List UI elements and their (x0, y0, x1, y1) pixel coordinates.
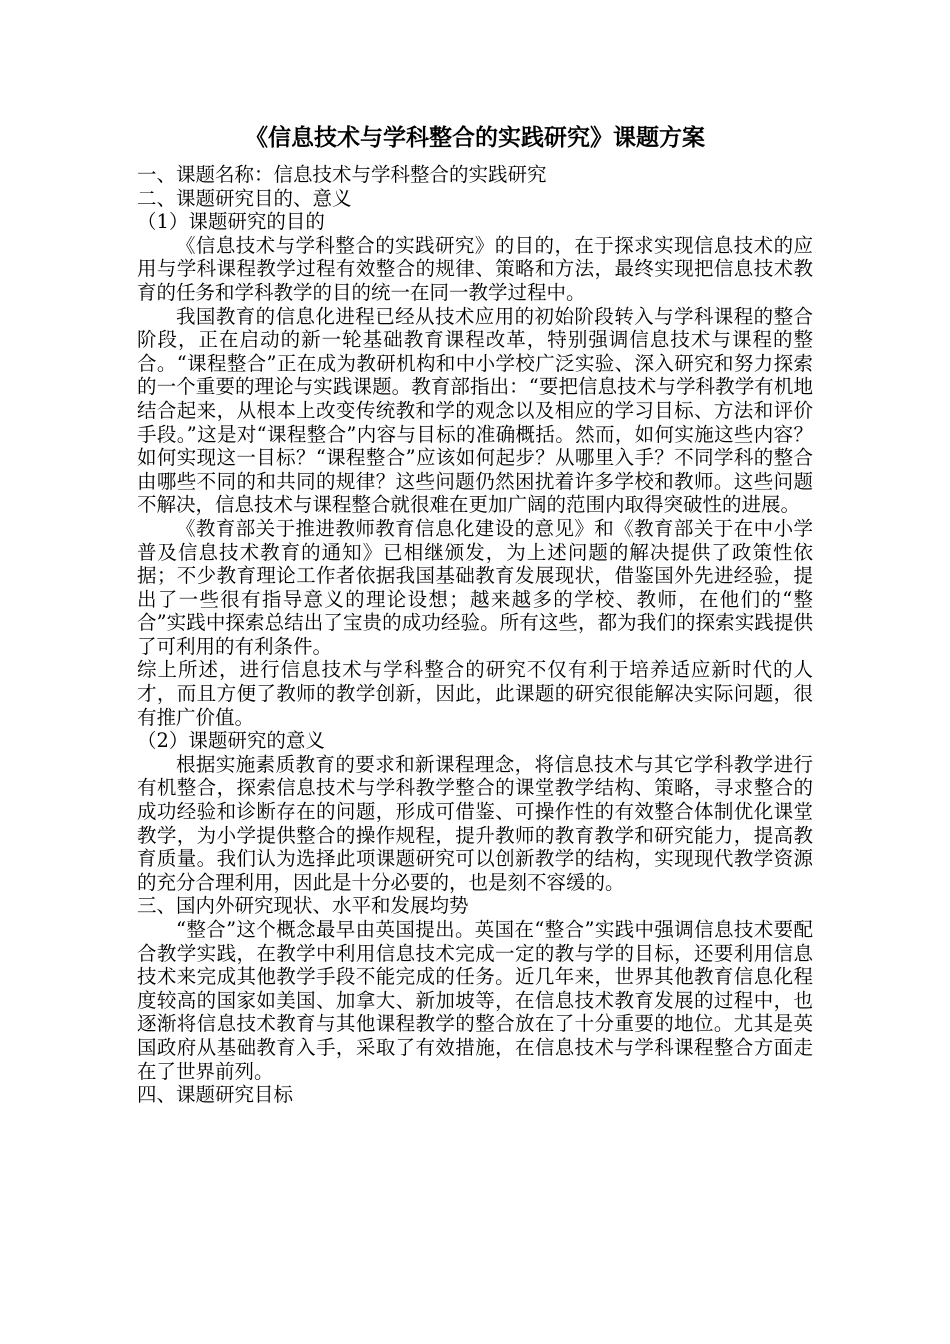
subsection-purpose: （1）课题研究的目的 (137, 210, 325, 234)
document-title: 《信息技术与学科整合的实践研究》课题方案 (245, 125, 705, 151)
paragraph-research-status: “整合”这个概念最早由英国提出。英国在“整合”实践中强调信息技术要配合教学实践，在教学中利用信息技术完成一定的教与学的目标，还要利用信息技术来完成其他教学手段不能完成的任务。近几年来，世界其他教育信息化程度较高的国家如美国、加拿大、新加坡等，在信息技术教育发展的过程中，也逐渐将信息技术教育与其他课程教学的整合放在了十分重要的地位。尤其是英国政府从基础教育入手，采取了有效措施，在信息技术与学科课程整合方面走在了世界前列。 (137, 918, 813, 1083)
section-heading-2: 二、课题研究目的、意义 (137, 186, 352, 210)
section-heading-1: 一、课题名称：信息技术与学科整合的实践研究 (137, 163, 547, 186)
subsection-significance: （2）课题研究的意义 (137, 729, 325, 753)
paragraph-purpose: 《信息技术与学科整合的实践研究》的目的，在于探求实现信息技术的应用与学科课程教学过程有效整合的规律、策略和方法，最终实现把信息技术教育的任务和学科教学的目的统一在同一教学过程中。 (137, 233, 813, 304)
paragraph-background: 我国教育的信息化进程已经从技术应用的初始阶段转入与学科课程的整合阶段，正在启动的新一轮基础教育课程改革，特别强调信息技术与课程的整合。“课程整合”正在成为教研机构和中小学校广泛实验、深入研究和努力探索的一个重要的理论与实践课题。教育部指出：“要把信息技术与学科教学有机地结合起来，从根本上改变传统教和学的观念以及相应的学习目标、方法和评价手段。”这是对“课程整合”内容与目标的准确概括。然而，如何实施这些内容？如何实现这一目标？“课程整合”应该如何起步？从哪里入手？不同学科的整合由哪些不同的和共同的规律？这些问题仍然困扰着许多学校和教师。这些问题不解决，信息技术与课程整合就很难在更加广阔的范围内取得突破性的进展。 (137, 304, 813, 517)
section-heading-4: 四、课题研究目标 (137, 1083, 294, 1107)
paragraph-policy: 《教育部关于推进教师教育信息化建设的意见》和《教育部关于在中小学普及信息技术教育的通知》已相继颁发，为上述问题的解决提供了政策性依据；不少教育理论工作者依据我国基础教育发展现状，借鉴国外先进经验，提出了一些很有指导意义的理论设想；越来越多的学校、教师，在他们的“整合”实践中探索总结出了宝贵的成功经验。所有这些，都为我们的探索实践提供了可利用的有利条件。 (137, 516, 813, 658)
paragraph-summary: 综上所述，进行信息技术与学科整合的研究不仅有利于培养适应新时代的人才，而且方便了教师的教学创新，因此，此课题的研究很能解决实际问题，很有推广价值。 (137, 658, 813, 729)
section-heading-3: 三、国内外研究现状、水平和发展均势 (137, 894, 469, 918)
paragraph-significance: 根据实施素质教育的要求和新课程理念，将信息技术与其它学科教学进行有机整合，探索信息技术与学科教学整合的课堂教学结构、策略，寻求整合的成功经验和诊断存在的问题，形成可借鉴、可操作性的有效整合体制优化课堂教学，为小学提供整合的操作规程，提升教师的教育教学和研究能力，提高教育质量。我们认为选择此项课题研究可以创新教学的结构，实现现代教学资源的充分合理利用，因此是十分必要的，也是刻不容缓的。 (137, 752, 813, 894)
document-body (137, 163, 813, 1107)
